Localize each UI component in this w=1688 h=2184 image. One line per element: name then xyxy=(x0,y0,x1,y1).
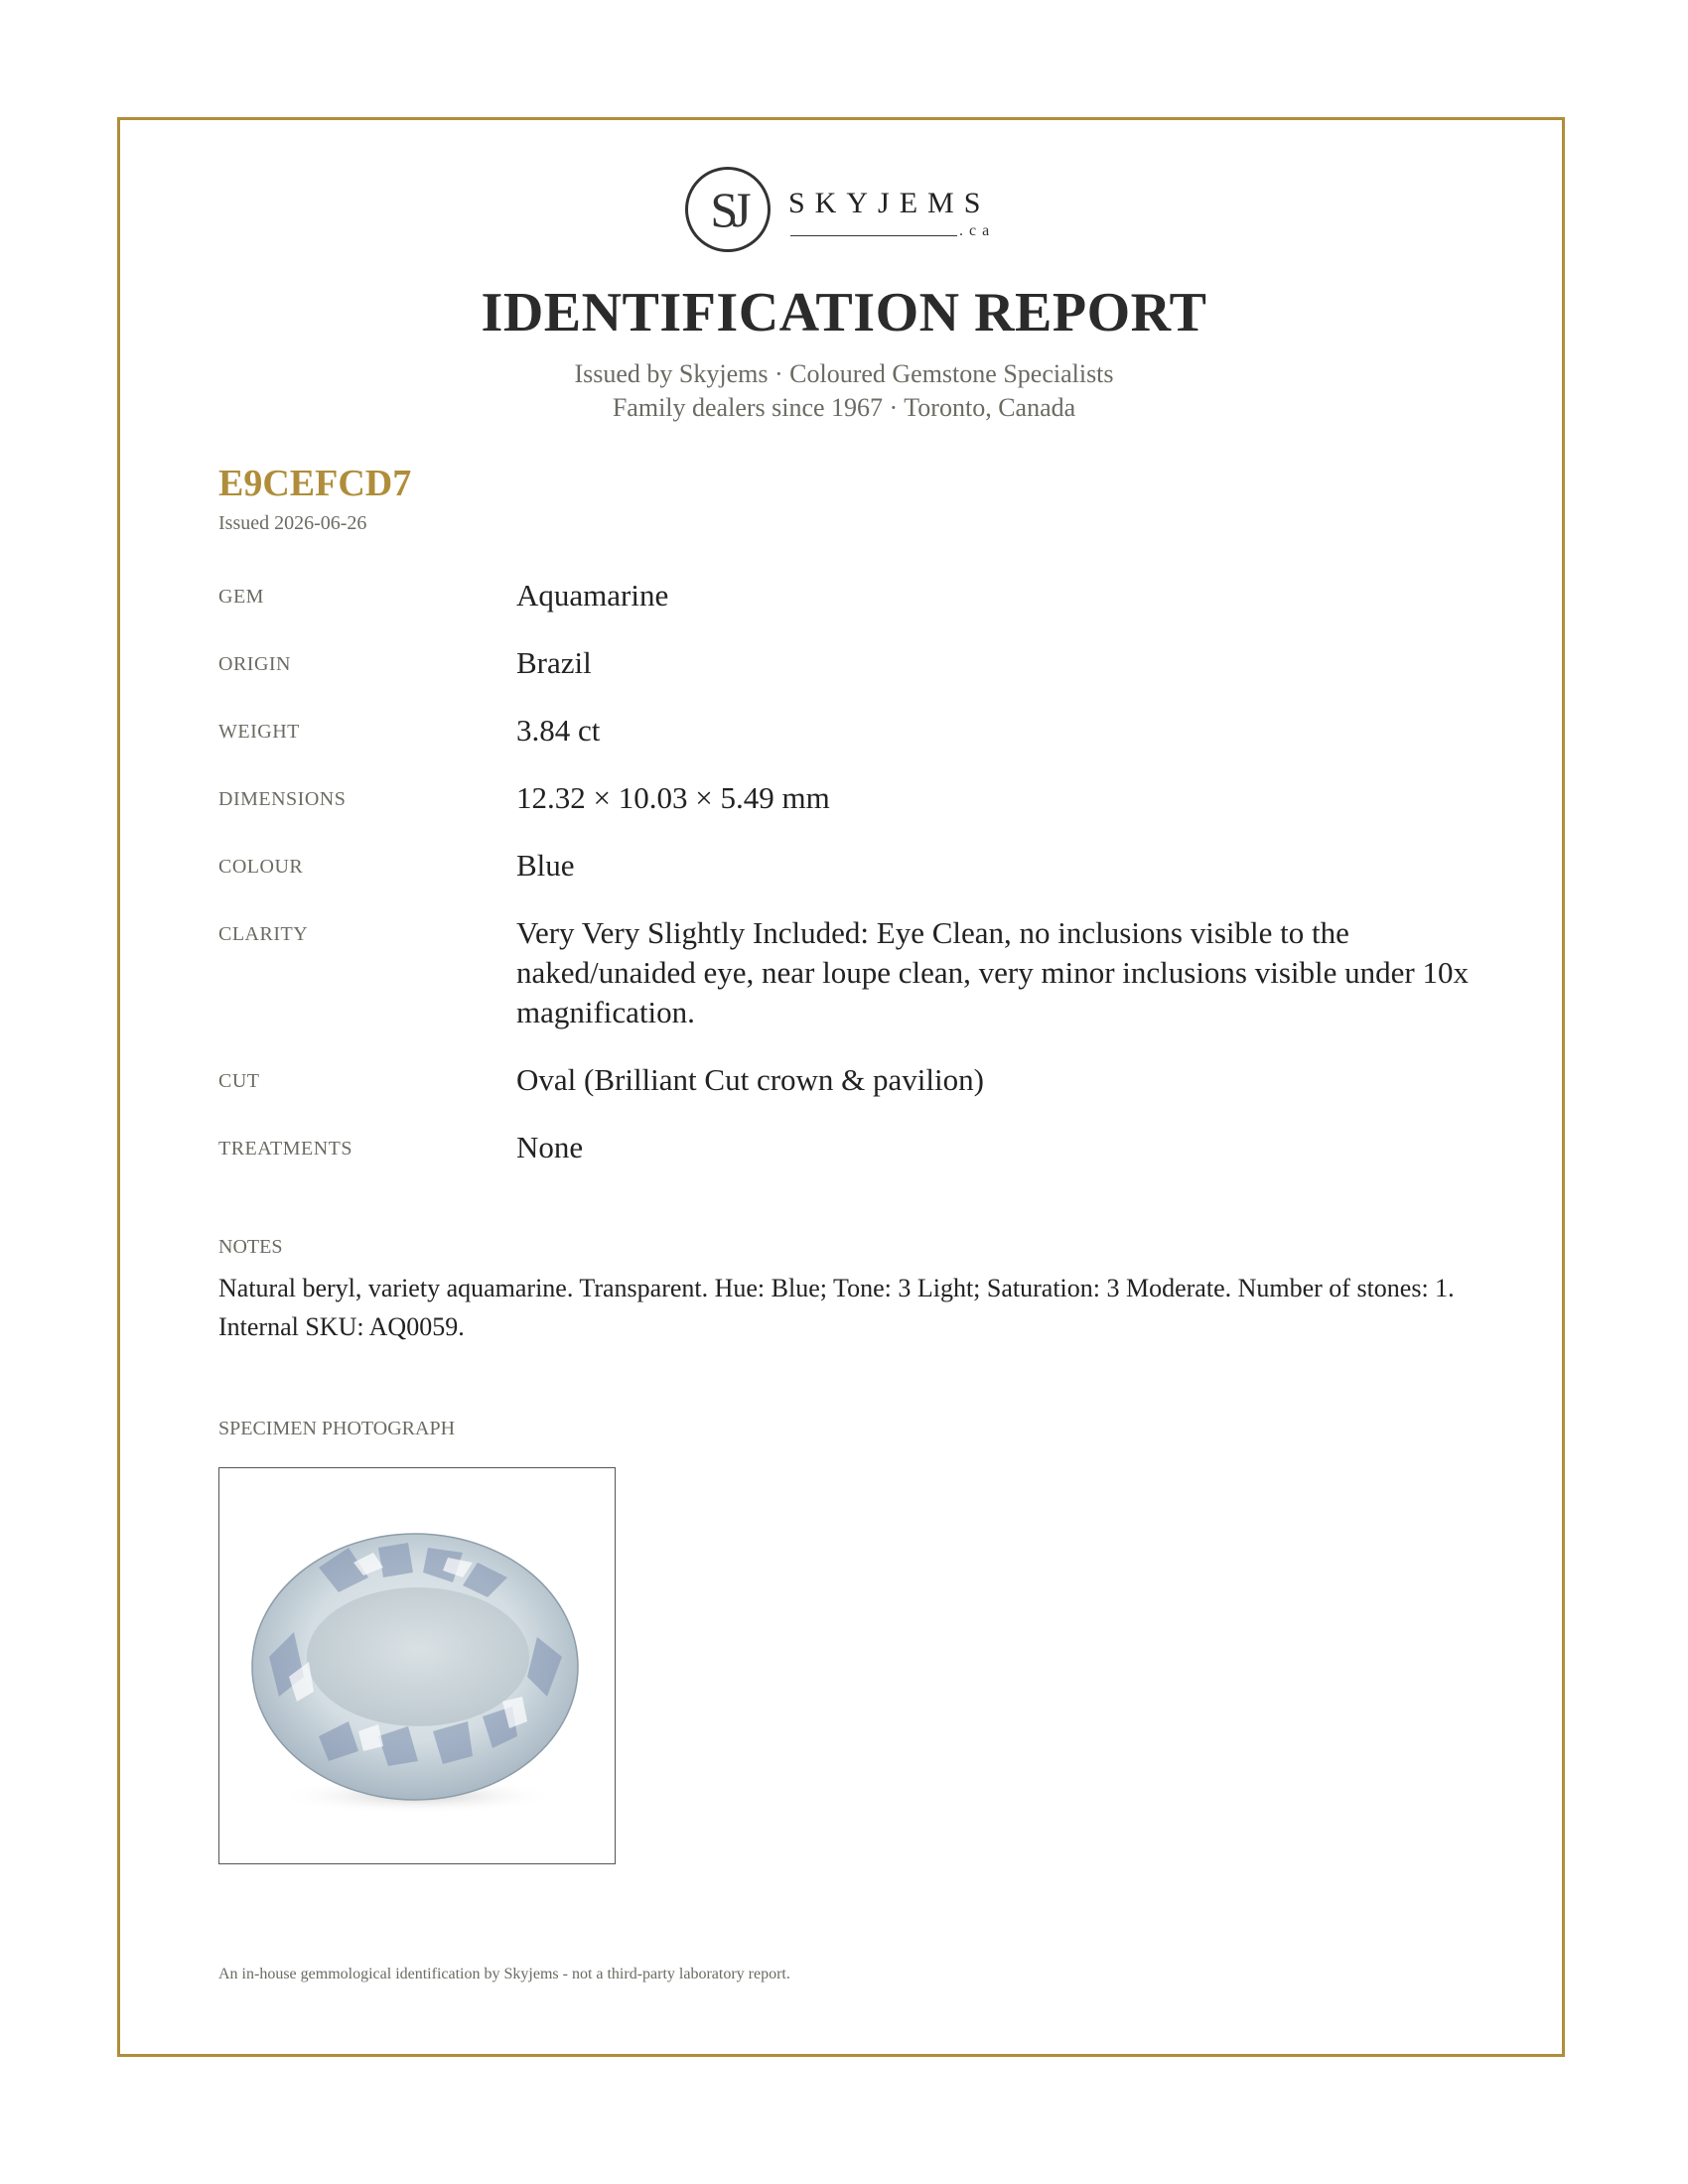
field-value: 3.84 ct xyxy=(516,713,601,748)
field-label: WEIGHT xyxy=(218,721,300,743)
dealer-line: Family dealers since 1967 · Toronto, Canada xyxy=(612,393,1076,422)
field-value: Brazil xyxy=(516,645,592,680)
skyjems-logo xyxy=(681,163,1009,262)
field-label: CUT xyxy=(218,1070,260,1092)
field-label: CLARITY xyxy=(218,923,309,945)
photo-label: SPECIMEN PHOTOGRAPH xyxy=(218,1418,456,1439)
field-label: GEM xyxy=(218,586,264,608)
report-title: IDENTIFICATION REPORT xyxy=(481,282,1207,343)
monogram-seal: SJ xyxy=(685,167,771,252)
field-value: 12.32 × 10.03 × 5.49 mm xyxy=(516,780,830,815)
brand-wordmark: SKYJEMS xyxy=(788,187,991,219)
field-label: COLOUR xyxy=(218,856,304,878)
disclaimer-footer: An in-house gemmological identification by Skyjems - not a third-party laboratory report. xyxy=(218,1966,790,1982)
field-value: Oval (Brilliant Cut crown & pavilion) xyxy=(516,1062,984,1097)
field-label: TREATMENTS xyxy=(218,1138,352,1160)
field-label: ORIGIN xyxy=(218,653,291,675)
brand-suffix: .ca xyxy=(959,222,996,239)
field-value: None xyxy=(516,1130,584,1164)
field-label: DIMENSIONS xyxy=(218,788,347,810)
notes-label: NOTES xyxy=(218,1236,283,1258)
gemstone-image xyxy=(219,1468,615,1863)
specimen-photo-frame xyxy=(218,1467,616,1864)
field-value: Blue xyxy=(516,848,575,883)
field-value: Aquamarine xyxy=(516,578,669,613)
issue-date: Issued 2026-06-26 xyxy=(218,512,367,534)
notes-text: Natural beryl, variety aquamarine. Transparent. Hue: Blue; Tone: 3 Light; Saturation: 3 Moderate. Number of stones: 1. Internal SKU: AQ0059. xyxy=(218,1274,1455,1341)
issuer-line: Issued by Skyjems · Coloured Gemstone Specialists xyxy=(574,359,1114,388)
logo-divider xyxy=(790,235,957,236)
report-id: E9CEFCD7 xyxy=(218,463,412,504)
field-value: Very Very Slightly Included: Eye Clean, no inclusions visible to the naked/unaided eye, near loupe clean, very minor inclusions visible under 10x magnification. xyxy=(516,915,1469,1029)
